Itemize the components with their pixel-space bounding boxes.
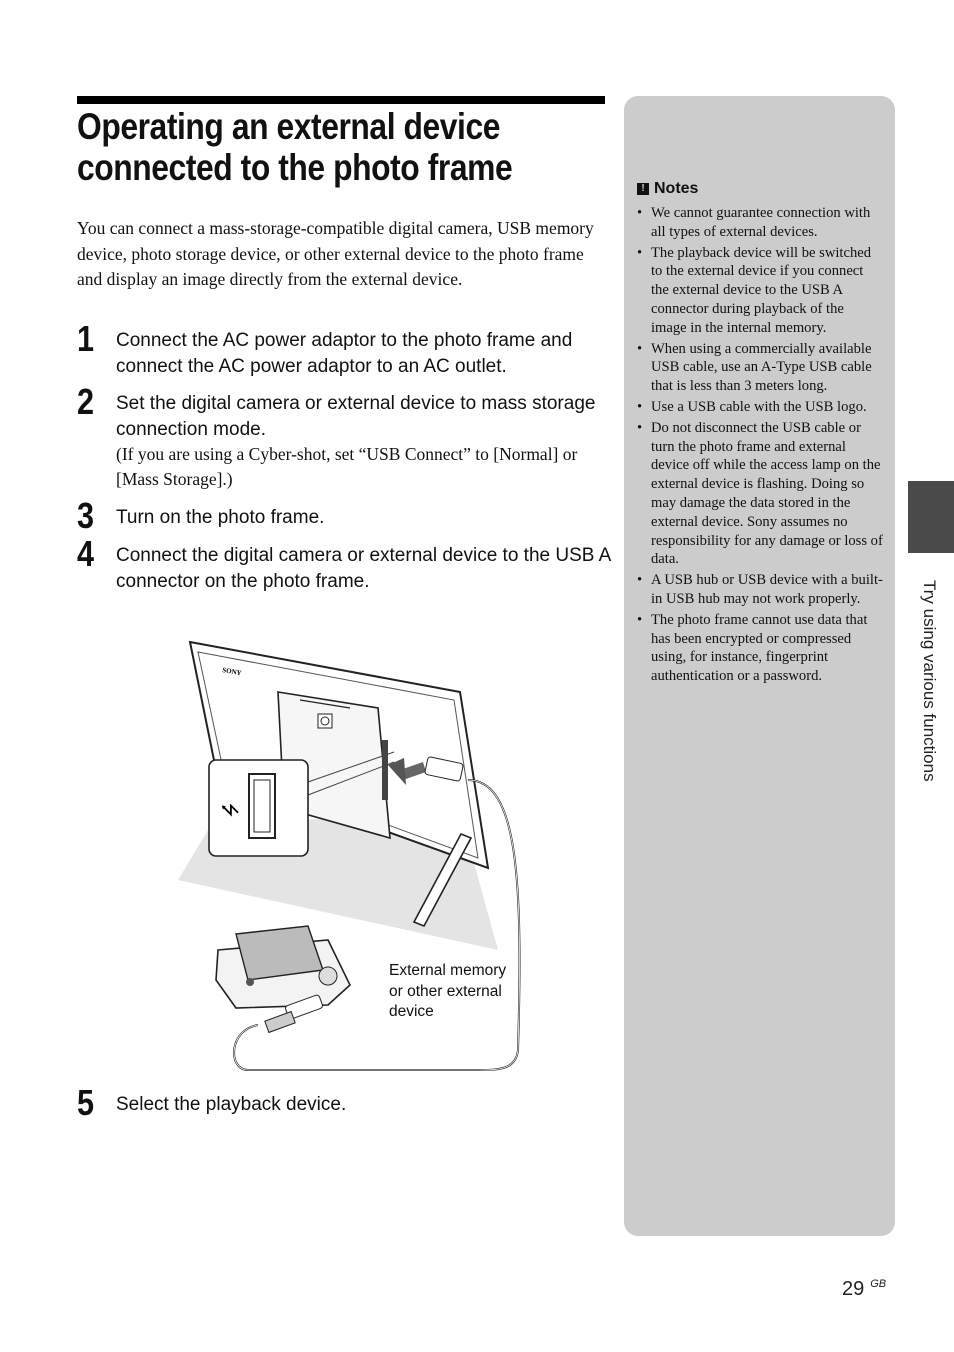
camera-screen xyxy=(236,926,323,980)
list-item: • The playback device will be switched to the external device if you connect the external device to the USB A connector during playback of the image in the internal memory. xyxy=(637,244,883,338)
usb-icon: ⭍ xyxy=(219,802,240,818)
step-text: Turn on the photo frame. xyxy=(116,507,325,528)
step-text: Set the digital camera or external device to mass storage connection mode. xyxy=(116,393,596,440)
title-line-1: Operating an external device xyxy=(77,106,500,147)
step-content xyxy=(116,391,612,492)
page-title xyxy=(77,106,541,188)
usb-port-inner xyxy=(254,780,270,832)
figure-caption: External memory or other external device xyxy=(389,962,507,1020)
step-text: Connect the digital camera or external device to the USB A connector on the photo frame. xyxy=(116,545,611,592)
step-number: 1 xyxy=(77,318,95,359)
step-text: Connect the AC power adaptor to the photo frame and connect the AC power adaptor to an AC outlet. xyxy=(116,330,573,377)
camera-cable-end xyxy=(265,1012,295,1033)
camera-dial xyxy=(319,967,337,985)
notes-list xyxy=(637,204,883,688)
camera-lens-dot xyxy=(246,978,254,986)
list-item: • Do not disconnect the USB cable or turn the photo frame and external device off while the access lamp on the external device is flashing. Doing so may damage the data stored in the external device. Sony assumes no responsibility for any damage or loss of data. xyxy=(637,419,883,569)
page-number-value: 29 xyxy=(842,1278,865,1300)
side-ports xyxy=(382,740,388,800)
note-icon: ! xyxy=(637,183,649,195)
title-line-2: connected to the photo frame xyxy=(77,147,513,188)
title-rule xyxy=(77,96,605,104)
page-suffix: GB xyxy=(870,1278,887,1290)
step-number: 4 xyxy=(77,533,95,574)
step-text: Select the playback device. xyxy=(116,1094,347,1115)
step-subtext: (If you are using a Cyber-shot, set “USB Connect” to [Normal] or [Mass Storage].) xyxy=(116,444,578,489)
list-item: • We cannot guarantee connection with all types of external devices. xyxy=(637,204,883,242)
list-item: • Use a USB cable with the USB logo. xyxy=(637,398,883,417)
panel-button xyxy=(318,714,332,728)
step-number: 5 xyxy=(77,1082,95,1123)
notes-heading xyxy=(637,180,698,198)
step-number: 3 xyxy=(77,495,95,536)
list-item: • A USB hub or USB device with a built-in USB hub may not work properly. xyxy=(637,571,883,609)
list-item: • When using a commercially available USB cable, use an A-Type USB cable that is less than 3 meters long. xyxy=(637,340,883,396)
step-number: 2 xyxy=(77,381,95,422)
page-number xyxy=(842,1278,886,1301)
section-tab xyxy=(908,481,954,553)
notes-heading-label: Notes xyxy=(654,180,699,197)
intro-paragraph: You can connect a mass-storage-compatible digital camera, USB memory device, photo storage device, or other external device to the photo frame and display an image directly from the external device. xyxy=(77,218,594,289)
list-item: • The photo frame cannot use data that has been encrypted or compressed using, for instance, fingerprint authentication or a password. xyxy=(637,611,883,686)
frame-brand: SONY xyxy=(221,666,243,678)
section-tab-label: Try using various functions xyxy=(920,580,939,782)
